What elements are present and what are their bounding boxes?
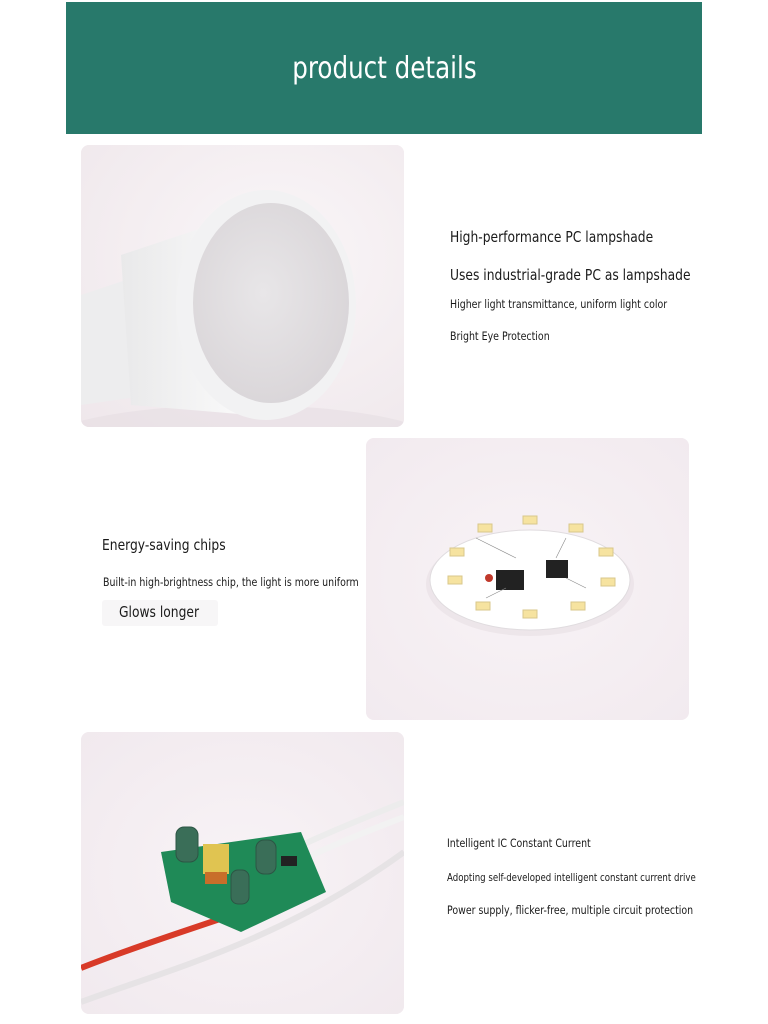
lampshade-feature-1: Higher light transmittance, uniform light color — [450, 297, 668, 311]
driver-feature-2: Power supply, flicker-free, multiple circuit protection — [447, 903, 694, 917]
page-title: product details — [291, 50, 477, 86]
glows-longer-label: Glows longer — [119, 603, 200, 621]
lampshade-image — [81, 145, 404, 427]
lampshade-subheading: Uses industrial-grade PC as lampshade — [450, 266, 691, 284]
driver-feature-1: Adopting self-developed intelligent constant current drive — [447, 872, 696, 884]
lampshade-feature-2: Bright Eye Protection — [450, 329, 550, 343]
product-details-banner — [66, 2, 702, 134]
glows-longer-badge — [102, 600, 218, 626]
driver-heading: Intelligent IC Constant Current — [447, 836, 591, 850]
driver-circuit-image — [81, 732, 404, 1014]
chips-heading: Energy-saving chips — [102, 536, 226, 554]
chips-feature-1: Built-in high-brightness chip, the light is more uniform — [103, 575, 359, 589]
lampshade-heading: High-performance PC lampshade — [450, 228, 654, 246]
led-chip-board-image — [366, 438, 689, 720]
